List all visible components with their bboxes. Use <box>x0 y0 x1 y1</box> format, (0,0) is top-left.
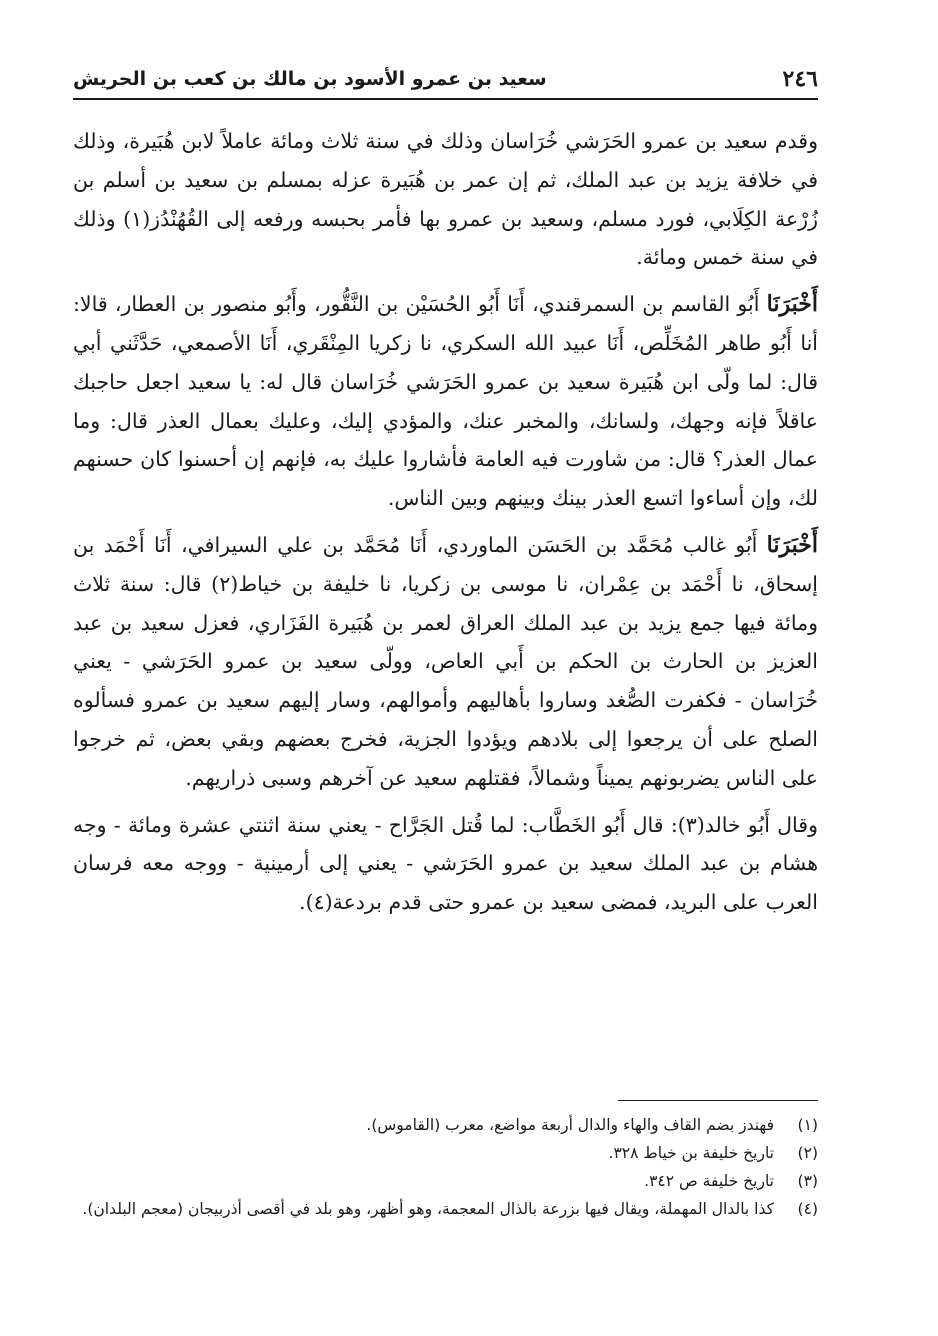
footnote-number: (٢) <box>797 1144 818 1162</box>
footnote-text: كذا بالدال المهملة، ويقال فيها بزرعة بالذال المعجمة، وهو أظهر، وهو بلد في أقصى أذربيجان (معجم البلدان). <box>82 1200 774 1218</box>
footnote <box>73 1111 818 1139</box>
footnote <box>73 1195 818 1223</box>
page-header <box>73 64 818 100</box>
paragraph <box>73 122 818 277</box>
paragraph-lead: أَخْبَرَنَا <box>766 531 818 558</box>
paragraph-text: أَبُو غالب مُحَمَّد بن الحَسَن الماوردي، أَنَا مُحَمَّد بن علي السيرافي، أَنَا أَحْمَد بن إسحاق، نا أَحْمَد بن عِمْران، نا موسى بن زكريا، نا خليفة بن خياط(٢) قال: سنة ثلاث ومائة فيها جمع يزيد بن عبد الملك العراق لعمر بن هُبَيرة الفَزَاري، فعزل سعيد بن عبد العزيز بن الحارث بن الحكم بن أَبي العاص، وولّى سعيد بن عمرو الحَرَشي - يعني خُرَاسان - فكفرت الصُّغد وساروا بأهاليهم وأموالهم، وسار إليهم سعيد بن عمرو فسألوه الصلح على أن يرجعوا إلى بلادهم ويؤدوا الجزية، فخرج بعضهم وبقي بعض، ثم خرجوا على الناس يضربونهم يميناً وشمالاً، فقتلهم سعيد عن آخرهم وسبى ذراريهم. <box>73 532 819 790</box>
footnote-text: فهندز بضم القاف والهاء والدال أربعة مواضع، معرب (القاموس). <box>366 1116 774 1134</box>
footnote-number: (٤) <box>797 1200 818 1218</box>
footnote-number: (٣) <box>797 1172 818 1190</box>
footnote <box>73 1139 818 1167</box>
footnote-text: تاريخ خليفة ص ٣٤٢. <box>644 1172 774 1190</box>
footnote-text: تاريخ خليفة بن خياط ٣٢٨. <box>608 1144 774 1162</box>
paragraph-lead: أَخْبَرَنَا <box>766 291 818 318</box>
paragraph-text: وقدم سعيد بن عمرو الحَرَشي خُرَاسان وذلك في سنة ثلاث ومائة عاملاً لابن هُبَيرة، وذلك في خلافة يزيد بن عبد الملك، ثم إن عمر بن هُبَيرة عزله بمسلم بن سعيد بن أسلم بن زُرْعة الكِلَابي، فورد مسلم، وسعيد بن عمرو بها فأمر بحبسه ورفعه إلى القُهُنْدُز(١) وذلك في سنة خمس ومائة. <box>73 129 818 270</box>
paragraph <box>73 526 818 798</box>
paragraph <box>73 285 818 518</box>
paragraph <box>73 806 818 922</box>
page-number: ٢٤٦ <box>782 66 818 92</box>
footnotes <box>73 1111 818 1223</box>
paragraph-text: وقال أَبُو خالد(٣): قال أَبُو الخَطَّاب: لما قُتل الجَرَّاح - يعني سنة اثنتي عشرة ومائة - وجه هشام بن عبد الملك سعيد بن عمرو الحَرَشي - يعني إلى أرمينية - ووجه معه فرسان العرب على البريد، فمضى سعيد بن عمرو حتى قدم بردعة(٤). <box>73 812 818 915</box>
footnote-separator <box>618 1100 818 1101</box>
paragraph-text: أَبُو القاسم بن السمرقندي، أَنَا أَبُو الحُسَيْن بن النَّقُّور، وأَبُو منصور بن العطار، قالا: أنا أَبُو طاهر المُخَلِّص، أَنَا عبيد الله السكري، نا زكريا المِنْقَري، أَنَا الأصمعي، حَدَّثَني أبي قال: لما ولّى ابن هُبَيرة سعيد بن عمرو الحَرَشي خُرَاسان قال له: يا سعيد اجعل حاجبك عاقلاً فإنه وجهك، ولسانك، والمخبر عنك، والمؤدي إليك، وعليك بعمال العذر قال: وما عمال العذر؟ قال: من شاورت فيه العامة فأشاروا عليك به، فإنهم إن أحسنوا كان حسنهم لك، وإن أساءوا اتسع العذر بينك وبينهم وبين الناس. <box>73 292 818 511</box>
footnote-number: (١) <box>797 1116 818 1134</box>
main-text <box>73 122 818 922</box>
footnote <box>73 1167 818 1195</box>
running-title: سعيد بن عمرو الأسود بن مالك بن كعب بن الحريش <box>73 68 547 90</box>
